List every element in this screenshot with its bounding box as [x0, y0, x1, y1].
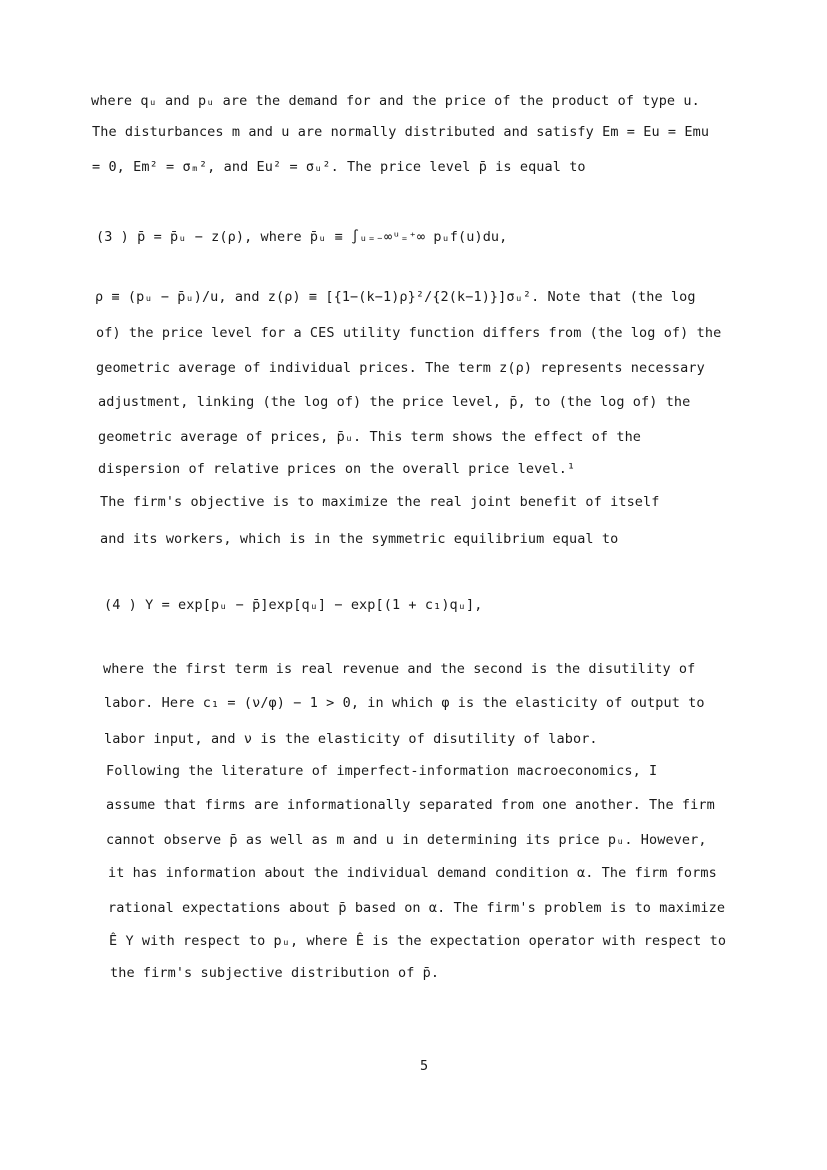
page-number: 5 — [420, 1058, 429, 1074]
text-line-10: dispersion of relative prices on the overall price level.¹ — [98, 461, 576, 477]
text-line-2: The disturbances m and u are normally distributed and satisfy Em = Eu = Emu — [92, 124, 710, 140]
text-line-16: labor input, and ν is the elasticity of disutility of labor. — [104, 731, 598, 747]
text-line-12: and its workers, which is in the symmetric equilibrium equal to — [100, 531, 619, 547]
text-line-19: cannot observe p̄ as well as m and u in determining its price pᵤ. However, — [106, 832, 707, 848]
text-line-1: where qᵤ and pᵤ are the demand for and the price of the product of type u. — [91, 93, 700, 109]
text-line-5: ρ ≡ (pᵤ − p̄ᵤ)/u, and z(ρ) ≡ [{1−(k−1)ρ}²/{2(k−1)}]σᵤ². Note that (the log — [95, 289, 696, 305]
text-line-20: it has information about the individual demand condition α. The firm forms — [108, 865, 717, 881]
text-line-18: assume that firms are informationally separated from one another. The firm — [106, 797, 715, 813]
text-line-9: geometric average of prices, p̄ᵤ. This term shows the effect of the — [98, 429, 642, 445]
text-line-6: of) the price level for a CES utility function differs from (the log of) the — [96, 325, 722, 341]
equation-3: (3 ) p̄ = p̄ᵤ − z(ρ), where p̄ᵤ ≡ ∫ᵤ₌₋∞ᵘ₌⁺∞ pᵤf(u)du, — [96, 229, 508, 245]
text-line-17: Following the literature of imperfect-information macroeconomics, I — [106, 763, 658, 779]
text-line-21: rational expectations about p̄ based on α. The firm's problem is to maximize — [108, 900, 726, 916]
text-line-7: geometric average of individual prices. The term z(ρ) represents necessary — [96, 360, 705, 376]
text-line-11: The firm's objective is to maximize the real joint benefit of itself — [100, 494, 660, 510]
text-line-22: Ê Υ with respect to pᵤ, where Ê is the expectation operator with respect to — [109, 933, 727, 949]
text-line-3: = 0, Em² = σₘ², and Eu² = σᵤ². The price level p̄ is equal to — [92, 159, 586, 175]
text-line-23: the firm's subjective distribution of p̄. — [110, 965, 440, 981]
text-line-14: where the first term is real revenue and the second is the disutility of — [103, 661, 696, 677]
text-line-8: adjustment, linking (the log of) the price level, p̄, to (the log of) the — [98, 394, 691, 410]
text-line-15: labor. Here c₁ = (ν/φ) − 1 > 0, in which φ is the elasticity of output to — [104, 695, 705, 711]
equation-4: (4 ) Υ = exp[pᵤ − p̄]exp[qᵤ] − exp[(1 + c₁)qᵤ], — [104, 597, 483, 613]
